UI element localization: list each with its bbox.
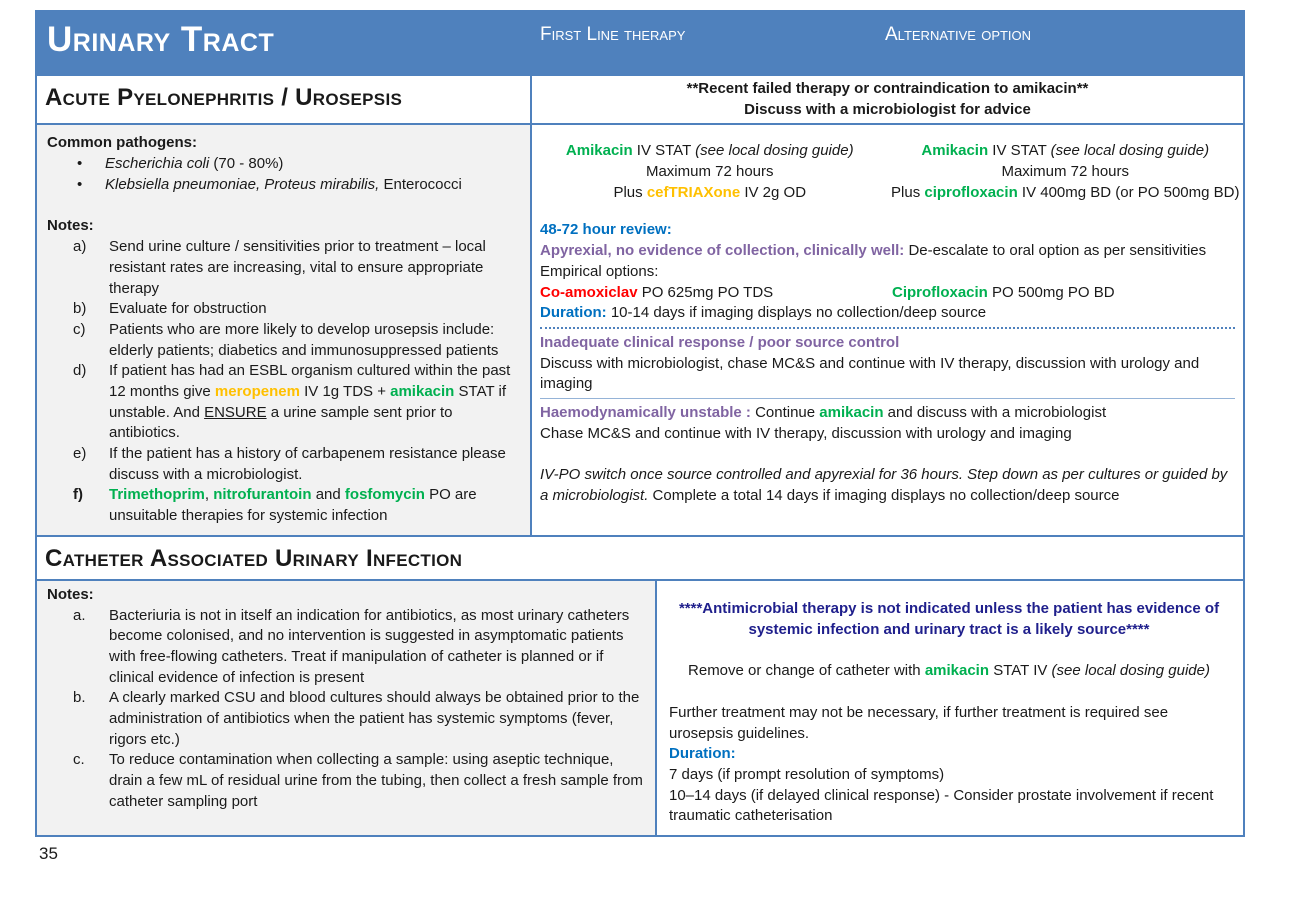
pathogen-text xyxy=(105,154,520,175)
review-apyrexial-line xyxy=(540,241,1235,262)
note-label: d) xyxy=(73,362,87,380)
text-run: (70 - 80%) xyxy=(209,155,284,173)
table-header-bar xyxy=(37,12,1243,74)
text-run: and discuss with a microbiologist xyxy=(883,403,1107,421)
text-run: STAT IV xyxy=(989,662,1052,680)
therapy-line xyxy=(532,183,888,204)
note-label: c. xyxy=(73,751,85,769)
text-run: ciprofloxacin xyxy=(924,183,1018,201)
inadequate-response-heading xyxy=(540,333,1235,354)
text-run: (see local dosing guide) xyxy=(695,142,854,160)
text-run: PO 500mg PO BD xyxy=(987,283,1115,301)
column-header-first-line: First Line therapy xyxy=(540,24,686,45)
section-title-pyelonephritis: Acute Pyelonephritis / Urosepsis xyxy=(37,76,532,123)
text-run: IV 400mg BD (or PO 500mg BD) xyxy=(1017,183,1240,201)
text-run: meropenem xyxy=(214,382,300,400)
note-label: c) xyxy=(73,320,86,338)
therapy-line xyxy=(888,183,1244,204)
pyelonephritis-body-row xyxy=(37,123,1243,534)
text-run: (see local dosing guide) xyxy=(1051,662,1210,680)
therapy-line xyxy=(532,141,888,162)
therapy-line xyxy=(888,141,1244,162)
text-run: amikacin xyxy=(390,382,455,400)
text-run: STAT if unstable. And xyxy=(109,382,507,421)
text-run: Duration: xyxy=(669,745,736,763)
note-item xyxy=(47,299,520,320)
further-treatment-note xyxy=(669,703,1229,744)
text-run: amikacin xyxy=(924,662,990,680)
text-run: If patient has had an ESBL organism cultured within the past 12 months give xyxy=(109,362,511,400)
notes-heading: Notes: xyxy=(47,585,94,603)
text-run: Further treatment may not be necessary, if further treatment is required see urosepsis guidelines. xyxy=(669,703,1169,742)
text-run: PO are unsuitable therapies for systemic infection xyxy=(109,486,477,525)
remove-catheter-line xyxy=(669,661,1229,682)
thin-divider xyxy=(540,398,1235,399)
text-run: IV 1g TDS + xyxy=(299,382,391,400)
note-text xyxy=(109,485,520,526)
text-run: and xyxy=(311,486,345,504)
dotted-divider xyxy=(540,327,1235,329)
note-text xyxy=(109,320,520,361)
bullet-icon: • xyxy=(77,175,83,193)
empirical-options-row xyxy=(540,283,1235,304)
note-text xyxy=(109,688,645,750)
therapy-line xyxy=(888,162,1244,183)
review-section xyxy=(532,220,1243,514)
note-label: f) xyxy=(73,486,83,504)
text-run: Discuss with microbiologist, chase MC&S and continue with IV therapy, discussion with urology and imaging xyxy=(540,354,1200,393)
pyelonephritis-title-row xyxy=(37,74,1243,123)
text-run: Amikacin xyxy=(921,142,989,160)
therapy-line xyxy=(532,162,888,183)
spacer xyxy=(669,640,1229,661)
notes-heading: Notes: xyxy=(47,217,94,235)
text-run: 48-72 hour review: xyxy=(540,221,672,239)
column-header-alternative: Alternative option xyxy=(885,24,1032,45)
text-run: Amikacin xyxy=(565,142,633,160)
text-run: A clearly marked CSU and blood cultures should always be obtained prior to the administration of antibiotics when the patient has systemic symptoms (fever, rigors etc.) xyxy=(109,689,640,748)
review-empirical-line xyxy=(540,262,1235,283)
text-run: IV STAT xyxy=(632,142,696,160)
note-label: a. xyxy=(73,606,86,624)
text-run: Chase MC&S and continue with IV therapy, discussion with urology and imaging xyxy=(540,424,1072,442)
text-run: (see local dosing guide) xyxy=(1050,142,1210,160)
text-run: Co-amoxiclav xyxy=(540,283,638,301)
ivpo-switch-note xyxy=(540,465,1235,506)
text-run: 7 days (if prompt resolution of symptoms) xyxy=(669,765,945,783)
note-item xyxy=(47,444,520,485)
text-run: fosfomycin xyxy=(344,486,425,504)
first-line-therapy-block xyxy=(532,141,888,203)
text-run: Trimethoprim xyxy=(109,486,205,504)
note-text xyxy=(109,606,645,689)
note-text xyxy=(109,750,645,812)
note-text xyxy=(109,237,520,299)
text-run: PO 625mg PO TDS xyxy=(637,283,774,301)
text-run: Patients who are more likely to develop urosepsis include: elderly patients; diabetics and immunosuppressed patients xyxy=(109,320,499,359)
spacer xyxy=(540,444,1235,465)
pyelonephritis-therapy-cell xyxy=(532,125,1243,534)
text-run: Maximum 72 hours xyxy=(1001,163,1130,181)
spacer xyxy=(669,682,1229,703)
pathogen-item xyxy=(47,175,520,196)
note-label: b. xyxy=(73,689,86,707)
guideline-table xyxy=(35,10,1245,837)
text-run: Inadequate clinical response / poor source control xyxy=(540,333,900,351)
text-run: Evaluate for obstruction xyxy=(109,300,267,318)
unstable-body xyxy=(540,424,1235,445)
page-number: 35 xyxy=(39,844,58,863)
text-run: Plus xyxy=(891,183,925,201)
text-run: ENSURE xyxy=(204,403,267,421)
therapy-options xyxy=(532,125,1243,203)
note-label: e) xyxy=(73,445,87,462)
pathogen-text xyxy=(105,175,520,196)
pyelonephritis-notes-cell xyxy=(37,125,532,534)
pathogens-heading: Common pathogens: xyxy=(47,134,197,152)
note-text xyxy=(109,361,520,444)
unstable-heading xyxy=(540,403,1235,424)
note-text xyxy=(109,444,520,485)
catheter-therapy-cell xyxy=(655,581,1243,835)
duration-line-1 xyxy=(669,765,1229,786)
page-title: Urinary Tract xyxy=(47,20,275,59)
text-run: 10–14 days (if delayed clinical response) - Consider prostate involvement if recent traumatic catheterisation xyxy=(669,786,1214,825)
text-run: Bacteriuria is not in itself an indication for antibiotics, as most urinary catheters become colonised, and no intervention is suggested in asymptomatic patients with free-flowing catheters. Treat if manipulation of catheter is planned or if clinical evidence of infection is present xyxy=(109,606,630,686)
spacer xyxy=(47,195,520,216)
text-run: IV 2g OD xyxy=(740,183,807,201)
text-run: Escherichia coli xyxy=(105,155,210,173)
amikacin-contraindication-banner xyxy=(532,76,1243,123)
text-run: If the patient has a history of carbapenem resistance please discuss with a microbiologist. xyxy=(109,445,506,483)
text-run: Duration: xyxy=(540,304,607,322)
review-duration-line xyxy=(540,303,1235,324)
note-item xyxy=(47,237,520,299)
text-run: Enterococci xyxy=(379,175,462,193)
note-item xyxy=(47,320,520,361)
note-item xyxy=(47,688,645,750)
spacer xyxy=(669,589,1229,599)
banner-line: Discuss with a microbiologist for advice xyxy=(744,100,1031,118)
inadequate-response-body xyxy=(540,354,1235,395)
text-run: Haemodynamically unstable : xyxy=(540,403,751,421)
text-run: To reduce contamination when collecting a sample: using aseptic technique, drain a few mL of residual urine from the tubing, then collect a fresh sample from catheter sampling port xyxy=(109,751,643,810)
catheter-notes-cell xyxy=(37,581,655,835)
empirical-option-1 xyxy=(540,283,892,304)
text-run: Empirical options: xyxy=(540,262,659,280)
text-run: nitrofurantoin xyxy=(213,486,312,504)
text-run: Send urine culture / sensitivities prior to treatment – local resistant rates are increasing, vital to ensure appropriate therapy xyxy=(109,238,486,297)
text-run: cefTRIAXone xyxy=(646,183,741,201)
text-run: Plus xyxy=(613,183,647,201)
text-run: a urine sample sent prior to antibiotics. xyxy=(109,403,453,442)
text-run: Ciprofloxacin xyxy=(892,283,988,301)
duration-line-2 xyxy=(669,786,1229,827)
bullet-icon: • xyxy=(77,155,83,173)
review-heading xyxy=(540,220,1235,241)
note-label: b) xyxy=(73,300,87,318)
text-run: Apyrexial, no evidence of collection, clinically well: xyxy=(540,242,905,260)
pathogen-item xyxy=(47,154,520,175)
text-run: IV STAT xyxy=(988,142,1051,160)
note-item xyxy=(47,361,520,444)
section-title-catheter: Catheter Associated Urinary Infection xyxy=(37,535,1243,579)
note-label: a) xyxy=(73,238,87,256)
text-run: Continue xyxy=(750,403,820,421)
text-run: IV-PO switch once source controlled and apyrexial for 36 hours. Step down as per cultures or guided by a microbiologist. xyxy=(540,466,1228,504)
text-run: ****Antimicrobial therapy is not indicated unless the patient has evidence of systemic infection and urinary tract is a likely source**** xyxy=(678,599,1220,638)
text-run: Maximum 72 hours xyxy=(645,163,774,181)
text-run: , xyxy=(204,486,214,504)
antimicrobial-warning-banner xyxy=(669,599,1229,640)
note-item xyxy=(47,485,520,526)
duration-heading xyxy=(669,744,1229,765)
note-item xyxy=(47,750,645,812)
banner-line: **Recent failed therapy or contraindication to amikacin** xyxy=(686,80,1089,97)
empirical-option-2 xyxy=(892,283,1235,304)
text-run: Remove or change of catheter with xyxy=(688,662,925,680)
text-run: De-escalate to oral option as per sensitivities xyxy=(904,242,1207,260)
note-text xyxy=(109,299,520,320)
text-run: Complete a total 14 days if imaging displays no collection/deep source xyxy=(648,487,1120,504)
catheter-body-row xyxy=(37,579,1243,835)
alternative-therapy-block xyxy=(888,141,1244,203)
text-run: Klebsiella pneumoniae, Proteus mirabilis, xyxy=(105,175,380,193)
note-item xyxy=(47,606,645,689)
text-run: 10-14 days if imaging displays no collection/deep source xyxy=(606,304,987,322)
text-run: amikacin xyxy=(819,403,884,421)
